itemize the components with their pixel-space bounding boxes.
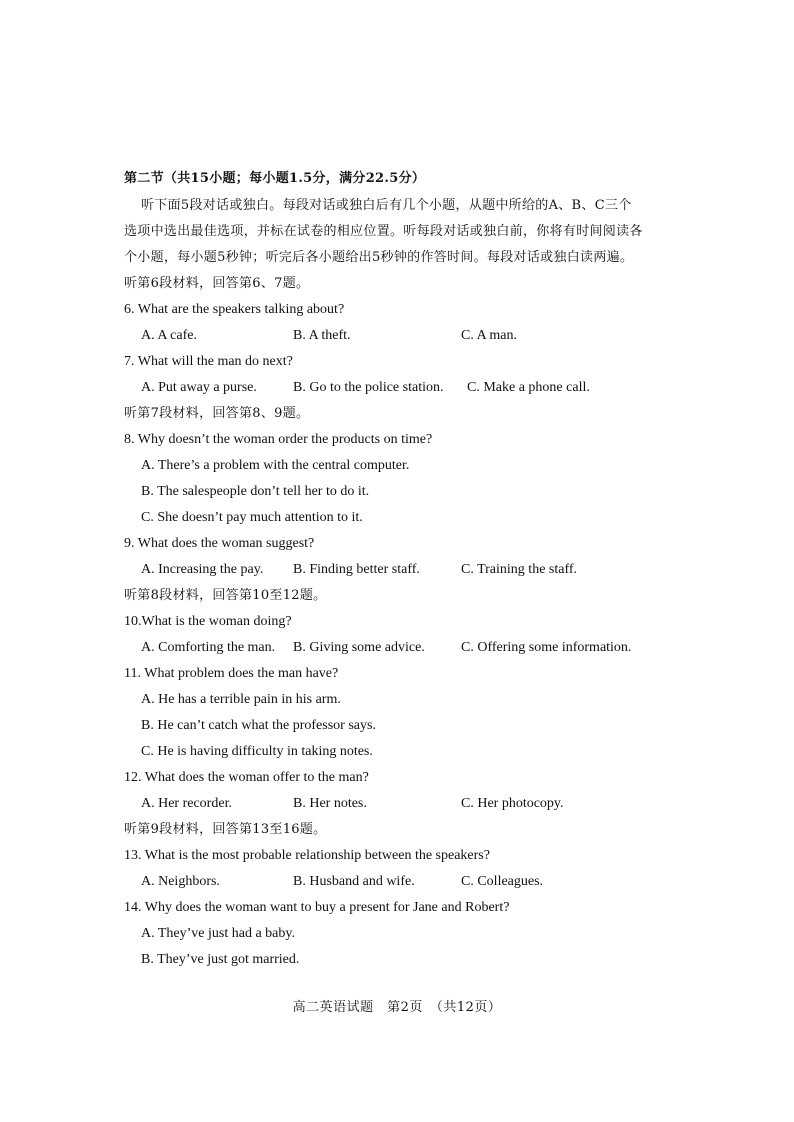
option-a: A. A cafe. bbox=[141, 328, 197, 343]
option-a: A. They’ve just had a baby. bbox=[141, 926, 295, 941]
instruction-line: 听下面5段对话或独白。每段对话或独白后有几个小题，从题中所给的A、B、C三个 bbox=[141, 198, 632, 213]
question-text: 7. What will the man do next? bbox=[124, 354, 293, 369]
instruction-line: 个小题，每小题5秒钟；听完后各小题给出5秒钟的作答时间。每段对话或独白读两遍。 bbox=[124, 250, 634, 265]
option-c: C. He is having difficulty in taking notes. bbox=[141, 744, 373, 759]
option-b: B. Giving some advice. bbox=[293, 640, 425, 655]
option-a: A. Increasing the pay. bbox=[141, 562, 264, 577]
question-text: 11. What problem does the man have? bbox=[124, 666, 339, 681]
passage-prompt: 听第9段材料，回答第13至16题。 bbox=[124, 822, 327, 837]
option-a: A. He has a terrible pain in his arm. bbox=[141, 692, 341, 707]
option-b: B. A theft. bbox=[293, 328, 351, 343]
question-text: 13. What is the most probable relationship between the speakers? bbox=[124, 848, 490, 863]
question-text: 12. What does the woman offer to the man? bbox=[124, 770, 369, 785]
option-b: B. Finding better staff. bbox=[293, 562, 420, 577]
section-heading: 第二节（共15小题；每小题1.5分，满分22.5分） bbox=[124, 171, 426, 186]
option-c: C. Training the staff. bbox=[461, 562, 578, 577]
question-text: 14. Why does the woman want to buy a present for Jane and Robert? bbox=[124, 900, 510, 915]
question-text: 8. Why doesn’t the woman order the products on time? bbox=[124, 432, 433, 447]
question-text: 9. What does the woman suggest? bbox=[124, 536, 315, 551]
passage-prompt: 听第8段材料，回答第10至12题。 bbox=[124, 588, 327, 603]
option-b: B. Her notes. bbox=[293, 796, 367, 811]
page-footer: 高二英语试题 第2页 （共12页） bbox=[292, 1000, 502, 1015]
option-a: A. Comforting the man. bbox=[141, 640, 276, 655]
option-a: A. Her recorder. bbox=[141, 796, 232, 811]
question-text: 6. What are the speakers talking about? bbox=[124, 302, 345, 317]
option-a: A. Neighbors. bbox=[141, 874, 220, 889]
instruction-line: 选项中选出最佳选项，并标在试卷的相应位置。听每段对话或独白前，你将有时间阅读各 bbox=[124, 224, 643, 239]
option-c: C. She doesn’t pay much attention to it. bbox=[141, 510, 363, 525]
passage-prompt: 听第6段材料，回答第6、7题。 bbox=[124, 276, 310, 291]
option-b: B. They’ve just got married. bbox=[141, 952, 300, 967]
passage-prompt: 听第7段材料，回答第8、9题。 bbox=[124, 406, 310, 421]
option-c: C. Her photocopy. bbox=[461, 796, 564, 811]
option-a: A. There’s a problem with the central computer. bbox=[141, 458, 410, 473]
option-c: C. A man. bbox=[461, 328, 518, 343]
option-a: A. Put away a purse. bbox=[141, 380, 257, 395]
option-c: C. Colleagues. bbox=[461, 874, 544, 889]
option-c: C. Make a phone call. bbox=[467, 380, 590, 395]
option-b: B. He can’t catch what the professor says. bbox=[141, 718, 376, 733]
option-b: B. Go to the police station. bbox=[293, 380, 444, 395]
question-text: 10.What is the woman doing? bbox=[124, 614, 292, 629]
option-c: C. Offering some information. bbox=[461, 640, 632, 655]
option-b: B. The salespeople don’t tell her to do it. bbox=[141, 484, 370, 499]
option-b: B. Husband and wife. bbox=[293, 874, 415, 889]
